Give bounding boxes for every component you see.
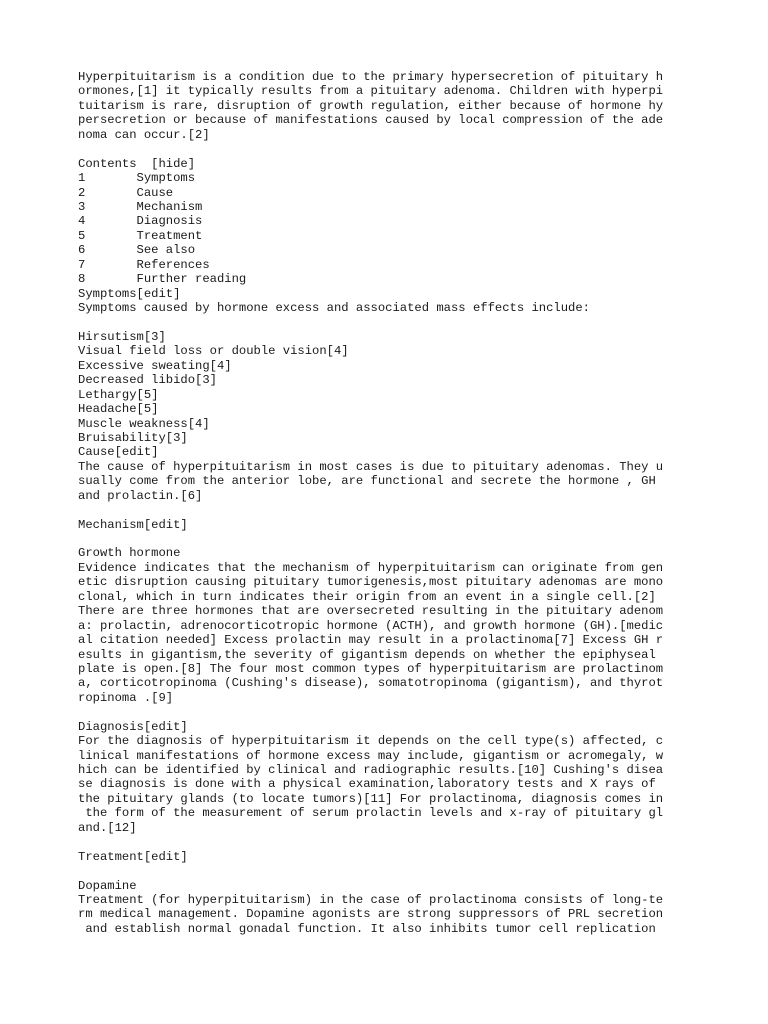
text-line: Treatment (for hyperpituitarism) in the case of prolactinoma consists of long-te — [78, 892, 664, 907]
blank-line — [78, 835, 698, 849]
text-line: the form of the measurement of serum prolactin levels and x-ray of pituitary gl — [78, 806, 664, 821]
text-line: For the diagnosis of hyperpituitarism it depends on the cell type(s) affected, c — [78, 734, 664, 749]
blank-line — [78, 315, 698, 329]
text-line: esults in gigantism,the severity of gigantism depends on whether the epiphyseal — [78, 647, 656, 662]
text-line: the pituitary glands (to locate tumors)[11] For prolactinoma, diagnosis comes in — [78, 791, 664, 806]
text-line: Muscle weakness[4] — [78, 416, 210, 431]
text-line: hich can be identified by clinical and radiographic results.[10] Cushing's disea — [78, 763, 664, 777]
text-line: 5 Treatment — [78, 228, 203, 243]
blank-line — [78, 705, 698, 719]
text-line: The cause of hyperpituitarism in most cases is due to pituitary adenomas. They u — [78, 459, 664, 474]
text-line: ropinoma .[9] — [78, 690, 174, 705]
text-line: linical manifestations of hormone excess may include, gigantism or acromegaly, w — [78, 748, 664, 763]
text-line: Decreased libido[3] — [78, 373, 217, 388]
text-line: sually come from the anterior lobe, are functional and secrete the hormone , GH — [78, 474, 656, 489]
blank-line — [78, 503, 698, 517]
text-line: 1 Symptoms — [78, 171, 196, 186]
text-line: clonal, which in turn indicates their origin from an event in a single cell.[2] — [78, 589, 656, 604]
text-line: ormones,[1] it typically results from a pituitary adenoma. Children with hyperpi — [78, 84, 664, 99]
text-line: 8 Further reading — [78, 272, 247, 287]
text-line: Contents [hide] — [78, 156, 196, 171]
text-line: Cause[edit] — [78, 445, 159, 460]
text-line: Bruisability[3] — [78, 430, 188, 445]
text-line: Hyperpituitarism is a condition due to the primary hypersecretion of pituitary h — [78, 70, 664, 84]
text-line: noma can occur.[2] — [78, 127, 210, 142]
text-line: and establish normal gonadal function. It also inhibits tumor cell replication — [78, 921, 656, 936]
text-line: Treatment[edit] — [78, 849, 188, 864]
text-line: al citation needed] Excess prolactin may result in a prolactinoma[7] Excess GH r — [78, 633, 664, 648]
text-line: se diagnosis is done with a physical examination,laboratory tests and X rays of — [78, 777, 656, 792]
text-line: plate is open.[8] The four most common types of hyperpituitarism are prolactinom — [78, 661, 664, 676]
text-line: Symptoms[edit] — [78, 286, 181, 301]
text-line: a: prolactin, adrenocorticotropic hormone (ACTH), and growth hormone (GH).[medic — [78, 618, 664, 633]
text-line: 4 Diagnosis — [78, 214, 203, 229]
text-line: 6 See also — [78, 243, 196, 258]
blank-line — [78, 532, 698, 546]
text-line: Symptoms caused by hormone excess and associated mass effects include: — [78, 301, 590, 315]
text-line: and.[12] — [78, 820, 137, 835]
document-body — [78, 70, 698, 936]
text-line: Hirsutism[3] — [78, 329, 166, 344]
text-line: Excessive sweating[4] — [78, 358, 232, 373]
text-line: 3 Mechanism — [78, 199, 203, 214]
text-line: Headache[5] — [78, 402, 159, 417]
text-line: rm medical management. Dopamine agonists are strong suppressors of PRL secretion — [78, 907, 664, 922]
text-line: Growth hormone — [78, 546, 181, 561]
blank-line — [78, 142, 698, 156]
text-line: a, corticotropinoma (Cushing's disease), somatotropinoma (gigantism), and thyrot — [78, 676, 664, 691]
text-line: 7 References — [78, 257, 210, 272]
text-line: persecretion or because of manifestations caused by local compression of the ade — [78, 113, 664, 128]
text-line: 2 Cause — [78, 185, 174, 200]
text-line: Visual field loss or double vision[4] — [78, 344, 349, 359]
text-line: etic disruption causing pituitary tumorigenesis,most pituitary adenomas are mono — [78, 575, 664, 590]
text-line: and prolactin.[6] — [78, 488, 203, 503]
text-line: Mechanism[edit] — [78, 517, 188, 532]
text-line: tuitarism is rare, disruption of growth regulation, either because of hormone hy — [78, 98, 664, 113]
text-line: Dopamine — [78, 878, 137, 893]
blank-line — [78, 864, 698, 878]
text-line: There are three hormones that are oversecreted resulting in the pituitary adenom — [78, 604, 664, 619]
text-line: Lethargy[5] — [78, 387, 159, 402]
text-line: Evidence indicates that the mechanism of hyperpituitarism can originate from gen — [78, 560, 664, 575]
text-line: Diagnosis[edit] — [78, 719, 188, 734]
